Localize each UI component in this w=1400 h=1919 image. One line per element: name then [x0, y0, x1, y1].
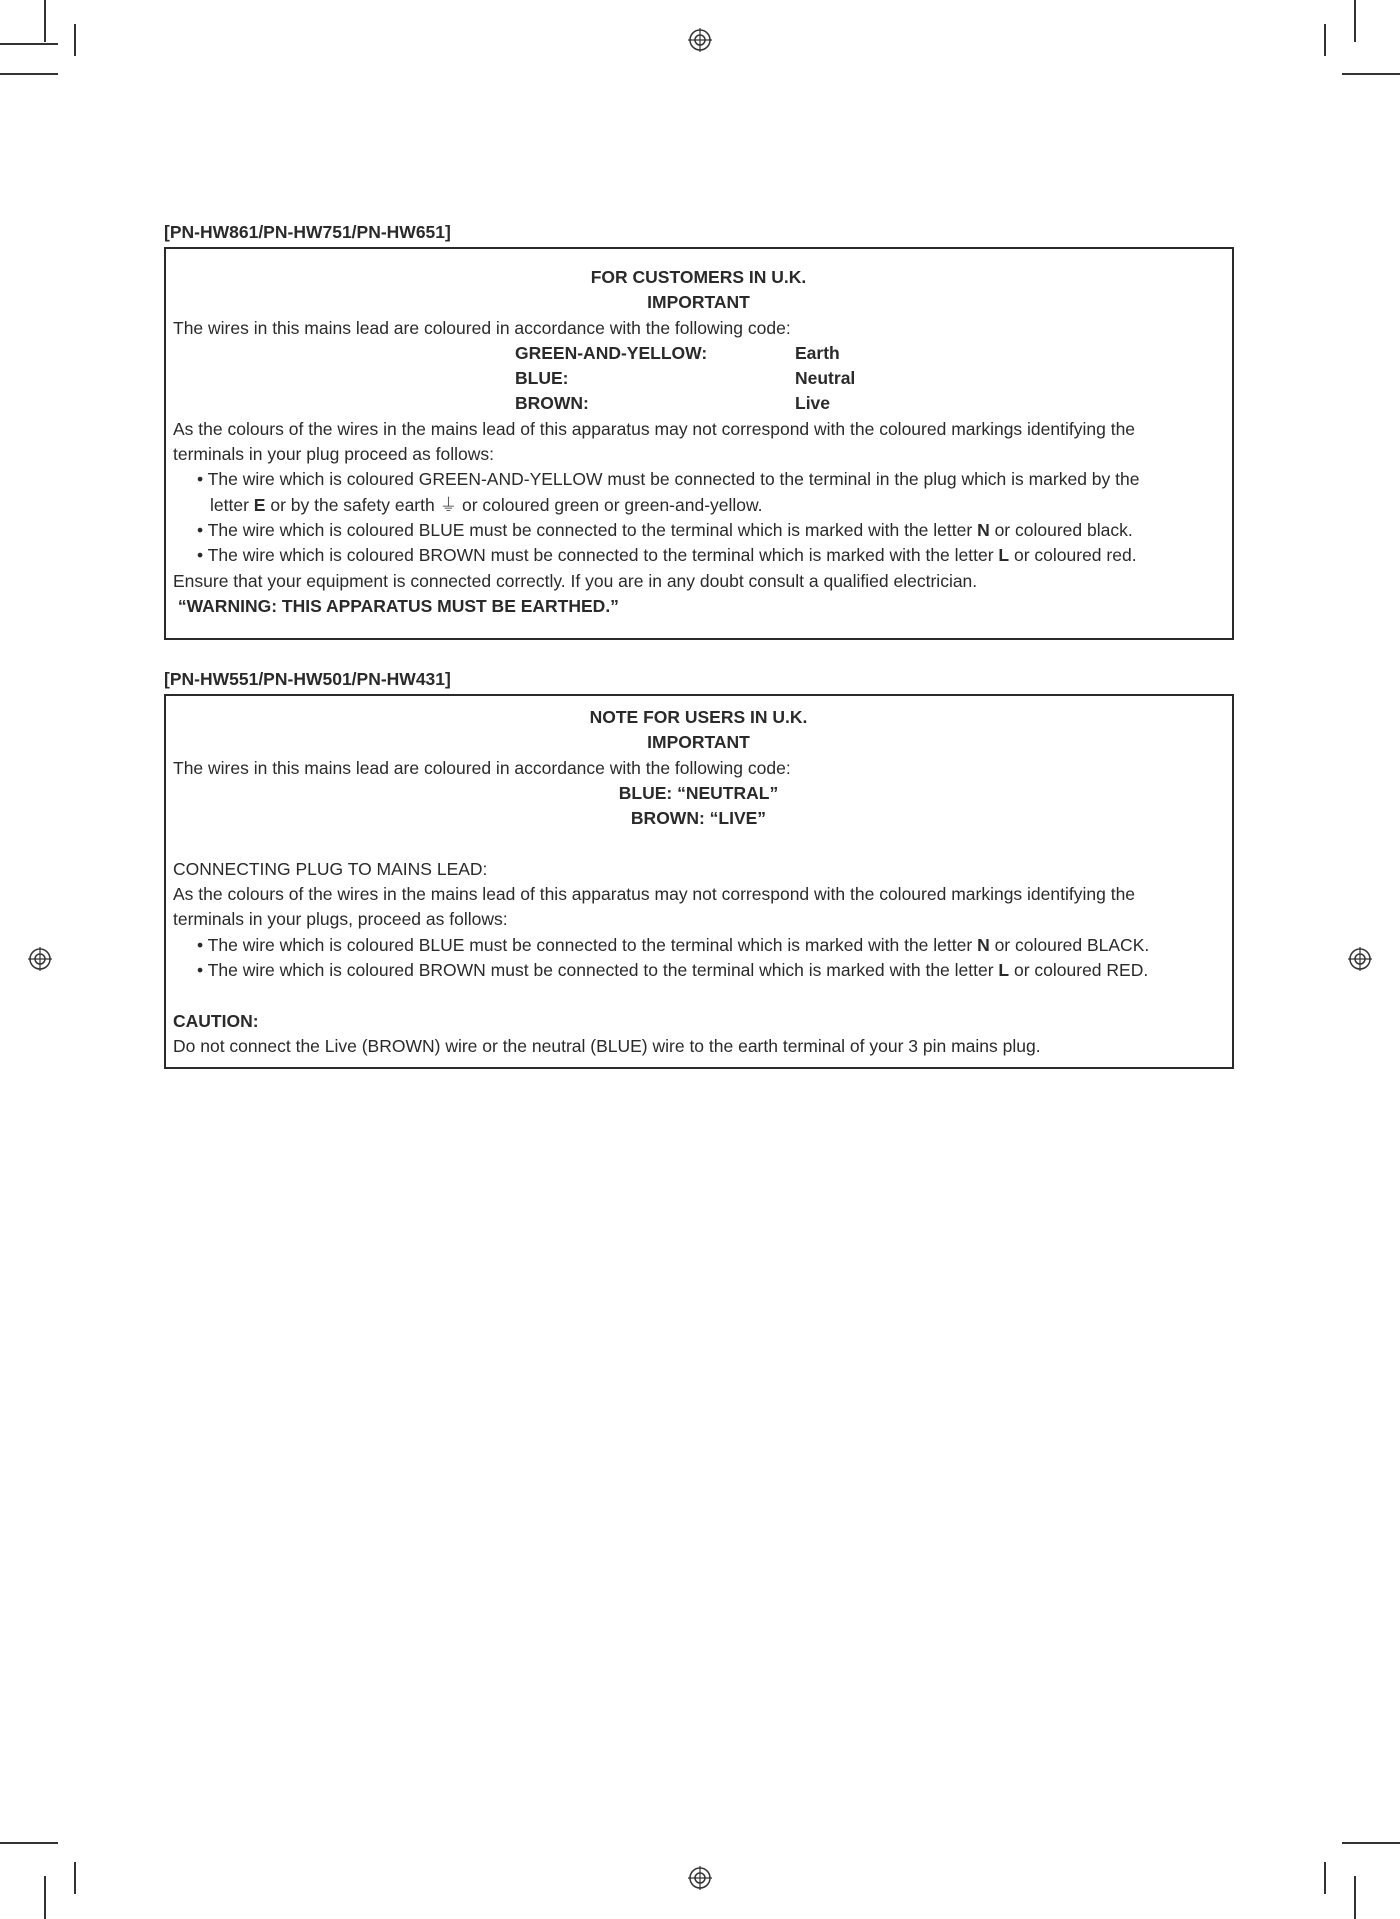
notice-title: NOTE FOR USERS IN U.K. — [589, 707, 808, 727]
crop-mark — [0, 43, 58, 45]
important-heading: IMPORTANT — [647, 292, 750, 313]
code-brown: BROWN: “LIVE” — [630, 808, 767, 829]
crop-mark — [1324, 1862, 1326, 1894]
crop-mark — [44, 0, 46, 42]
connecting-heading: CONNECTING PLUG TO MAINS LEAD: — [173, 858, 488, 879]
bullet-blue: • The wire which is coloured BLUE must be connected to the terminal which is marked with the letter N or coloured black. — [197, 519, 1133, 540]
crop-mark — [74, 1862, 76, 1894]
crop-mark — [74, 24, 76, 56]
earth-symbol-icon: ⏚ — [439, 494, 458, 515]
crop-mark — [1354, 1876, 1356, 1919]
paragraph-line: As the colours of the wires in the mains lead of this apparatus may not correspond with the coloured markings identifying the — [173, 884, 1136, 905]
crop-mark — [1342, 1842, 1400, 1844]
registration-mark-icon — [688, 1866, 712, 1890]
registration-mark-icon — [28, 947, 52, 971]
model-header-1: [PN-HW861/PN-HW751/PN-HW651] — [164, 222, 451, 242]
code-row: BLUE: Neutral — [515, 368, 856, 389]
crop-mark — [1342, 73, 1400, 75]
bullet-continuation: letter E or by the safety earth ⏚ or coloured green or green-and-yellow. — [210, 494, 763, 515]
caution-label: CAUTION: — [173, 1010, 259, 1031]
paragraph-line: As the colours of the wires in the mains lead of this apparatus may not correspond with the coloured markings identifying the — [173, 418, 1136, 439]
warning-text: “WARNING: THIS APPARATUS MUST BE EARTHED.” — [173, 595, 619, 616]
model-header-2: [PN-HW551/PN-HW501/PN-HW431] — [164, 669, 451, 689]
notice-title: FOR CUSTOMERS IN U.K. — [590, 267, 807, 287]
crop-mark — [0, 1842, 58, 1844]
registration-mark-icon — [688, 28, 712, 52]
crop-mark — [44, 1876, 46, 1919]
bullet-blue: • The wire which is coloured BLUE must be connected to the terminal which is marked with the letter N or coloured BLACK. — [197, 934, 1150, 955]
code-row: GREEN-AND-YELLOW: Earth — [515, 342, 840, 363]
paragraph-line: terminals in your plugs, proceed as follows: — [173, 909, 508, 930]
notice-box-uk-customers — [164, 247, 1234, 640]
caution-text: Do not connect the Live (BROWN) wire or the neutral (BLUE) wire to the earth terminal of your 3 pin mains plug. — [173, 1035, 1041, 1056]
intro-text: The wires in this mains lead are coloured in accordance with the following code: — [173, 317, 791, 338]
code-blue: BLUE: “NEUTRAL” — [618, 782, 779, 803]
notice-box-uk-users — [164, 694, 1234, 1069]
crop-mark — [1354, 0, 1356, 42]
bullet-green-yellow: • The wire which is coloured GREEN-AND-YELLOW must be connected to the terminal in the plug which is marked by the — [197, 469, 1140, 490]
crop-mark — [1324, 24, 1326, 56]
important-heading: IMPORTANT — [647, 732, 750, 753]
paragraph-line: terminals in your plug proceed as follows: — [173, 444, 494, 465]
intro-text: The wires in this mains lead are coloured in accordance with the following code: — [173, 757, 791, 778]
ensure-text: Ensure that your equipment is connected correctly. If you are in any doubt consult a qualified electrician. — [173, 570, 978, 591]
bullet-brown: • The wire which is coloured BROWN must be connected to the terminal which is marked with the letter L or coloured red. — [197, 545, 1137, 566]
code-row: BROWN: Live — [515, 393, 831, 414]
registration-mark-icon — [1348, 947, 1372, 971]
bullet-brown: • The wire which is coloured BROWN must be connected to the terminal which is marked with the letter L or coloured RED. — [197, 959, 1149, 980]
crop-mark — [0, 73, 58, 75]
